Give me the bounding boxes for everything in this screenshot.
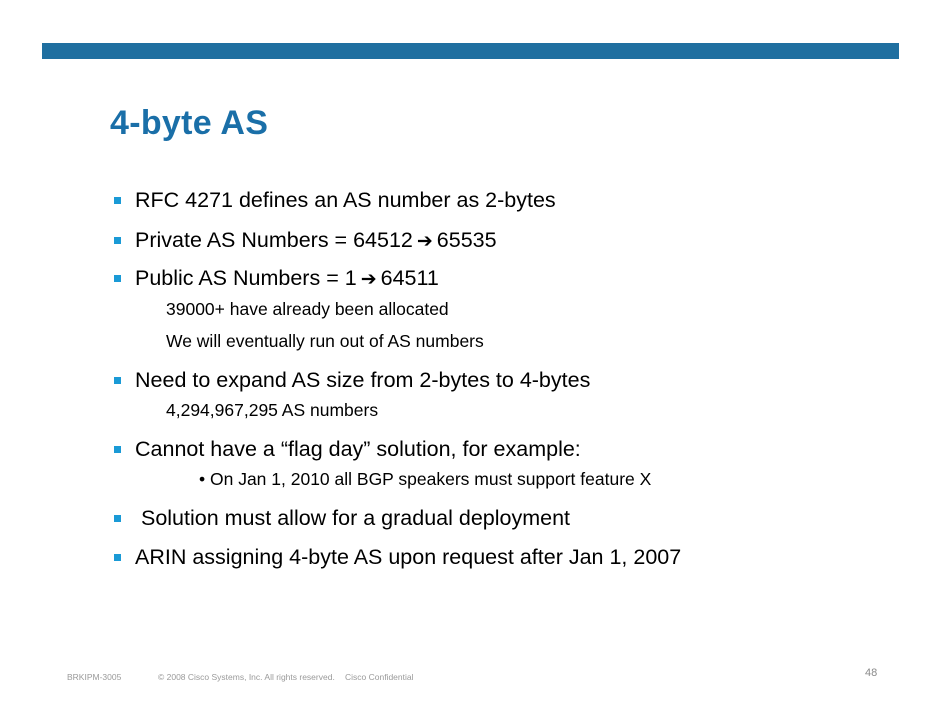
- bullet-private-as: [114, 228, 497, 253]
- bullet-text: Public AS Numbers = 1: [135, 266, 357, 290]
- arrow-right-icon: ➔: [360, 267, 377, 290]
- bullet-text: 64511: [380, 266, 439, 290]
- bullet-rfc: [114, 188, 556, 213]
- bullet-text: Need to expand AS size from 2-bytes to 4-bytes: [135, 368, 591, 392]
- slide-title: 4-byte AS: [110, 104, 269, 142]
- sub-bullet-allocated: 39000+ have already been allocated: [166, 299, 449, 319]
- bullet-text: 65535: [436, 228, 497, 252]
- footer-session: BRKIPM-3005: [67, 672, 122, 682]
- square-bullet-icon: [114, 515, 121, 522]
- page-number: 48: [865, 667, 878, 679]
- square-bullet-icon: [114, 197, 121, 204]
- bullet-expand: [114, 368, 590, 393]
- bullet-arin: [114, 545, 681, 570]
- bullet-gradual: [114, 506, 570, 531]
- header-bar: [42, 43, 899, 59]
- bullet-public-as: [114, 266, 439, 291]
- sub-bullet-total: 4,294,967,295 AS numbers: [166, 400, 379, 420]
- bullet-text: Cannot have a “flag day” solution, for example:: [135, 437, 581, 461]
- bullet-flag-day: [114, 437, 581, 462]
- square-bullet-icon: [114, 554, 121, 561]
- bullet-text: RFC 4271 defines an AS number as 2-bytes: [135, 188, 556, 212]
- bullet-text: Solution must allow for a gradual deployment: [135, 506, 571, 530]
- arrow-right-icon: ➔: [416, 229, 433, 252]
- square-bullet-icon: [114, 275, 121, 282]
- square-bullet-icon: [114, 377, 121, 384]
- footer-copyright: © 2008 Cisco Systems, Inc. All rights reserved.: [158, 672, 335, 682]
- square-bullet-icon: [114, 237, 121, 244]
- sub-sub-bullet-example: • On Jan 1, 2010 all BGP speakers must support feature X: [199, 469, 652, 489]
- bullet-text: ARIN assigning 4-byte AS upon request after Jan 1, 2007: [135, 545, 682, 569]
- bullet-text: Private AS Numbers = 64512: [135, 228, 413, 252]
- sub-bullet-run-out: We will eventually run out of AS numbers: [166, 331, 484, 351]
- square-bullet-icon: [114, 446, 121, 453]
- footer-confidential: Cisco Confidential: [345, 672, 414, 682]
